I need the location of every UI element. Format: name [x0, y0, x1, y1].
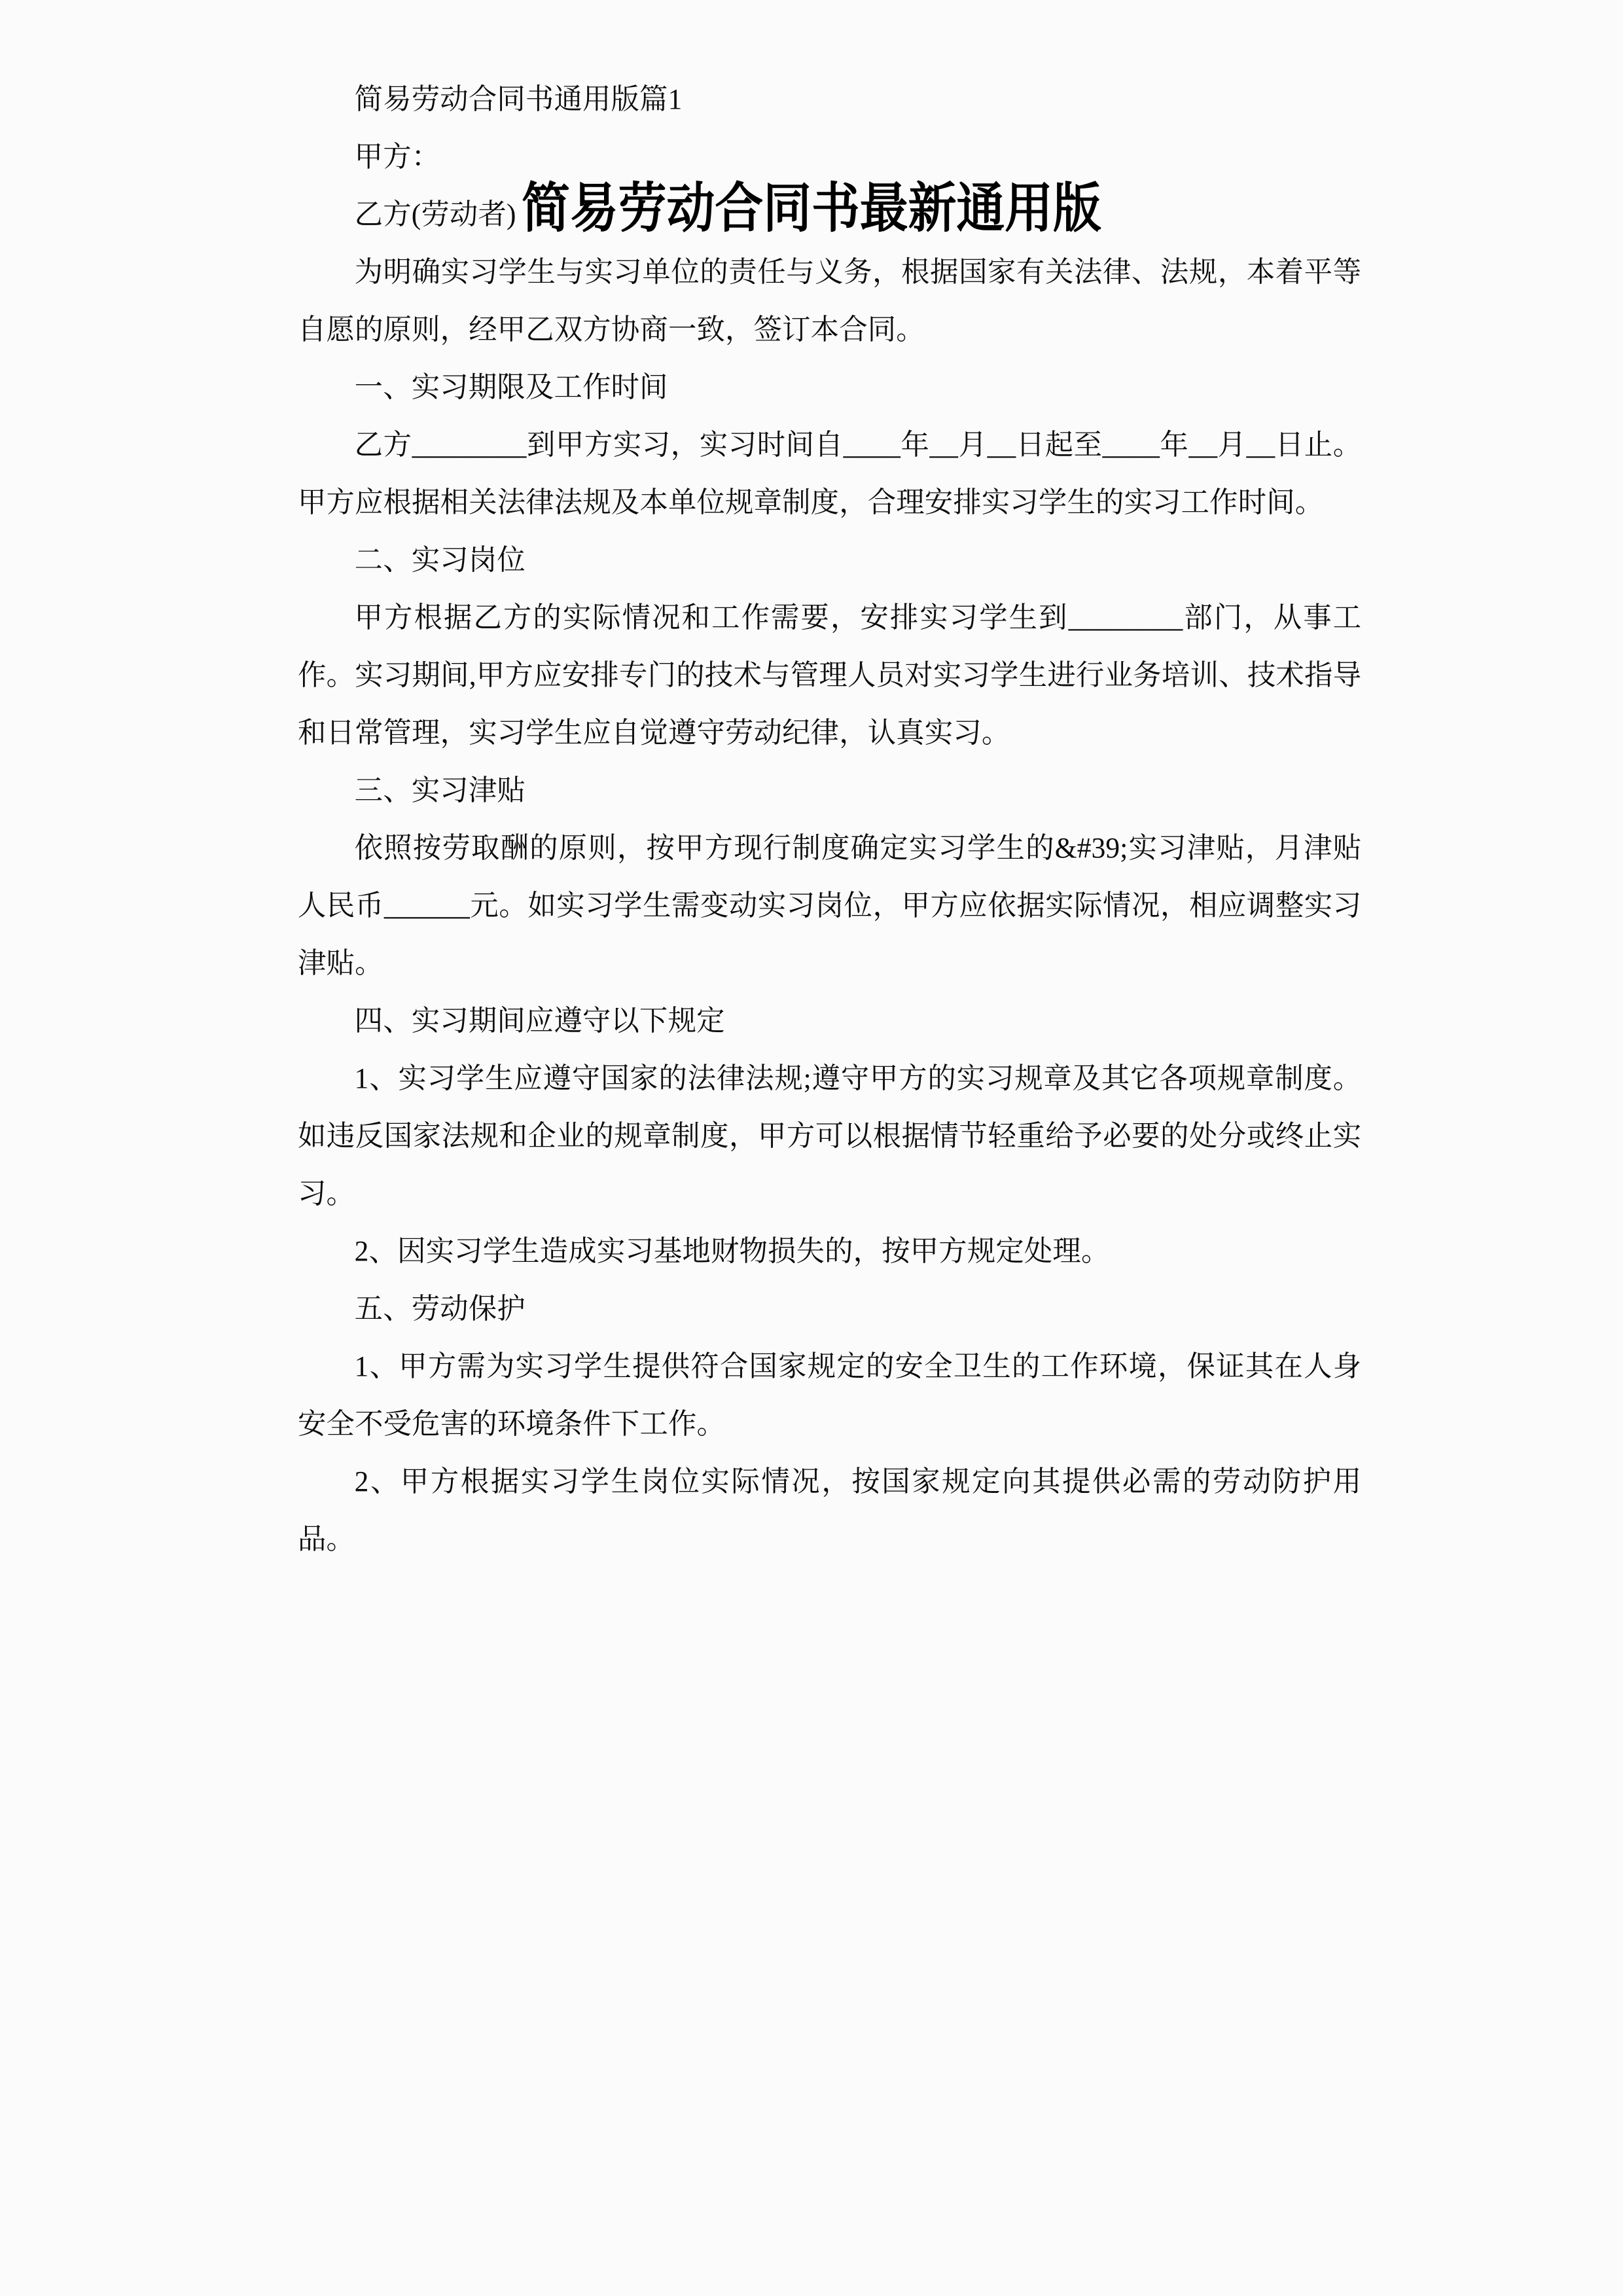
- paragraph-party-b: 乙方(劳动者): [354, 198, 516, 230]
- page-title: 简易劳动合同书最新通用版: [522, 177, 1101, 240]
- section-3-body: 依照按劳取酬的原则，按甲方现行制度确定实习学生的&#39;实习津贴，月津贴人民币______元。如实习学生需变动实习岗位，甲方应依据实际情况，相应调整实习津贴。: [298, 832, 1362, 979]
- section-3-heading: 三、实习津贴: [354, 774, 526, 806]
- paragraph-heading-piece: 简易劳动合同书通用版篇1: [354, 83, 683, 115]
- section-2-body: 甲方根据乙方的实际情况和工作需要，安排实习学生到________部门，从事工作。实习期间,甲方应安排专门的技术与管理人员对实习学生进行业务培训、技术指导和日常管理，实习学生应自觉遵守劳动纪律，认真实习。: [298, 601, 1362, 749]
- section-5-item-1: 1、甲方需为实习学生提供符合国家规定的安全卫生的工作环境，保证其在人身安全不受危害的环境条件下工作。: [298, 1350, 1362, 1440]
- section-2-heading: 二、实习岗位: [354, 544, 526, 576]
- paragraph-party-a: 甲方：: [354, 141, 440, 173]
- paragraph-preamble: 为明确实习学生与实习单位的责任与义务，根据国家有关法律、法规，本着平等自愿的原则，经甲乙双方协商一致，签订本合同。: [298, 256, 1362, 346]
- section-4-heading: 四、实习期间应遵守以下规定: [354, 1005, 725, 1037]
- section-4-item-1: 1、实习学生应遵守国家的法律法规;遵守甲方的实习规章及其它各项规章制度。如违反国家法规和企业的规章制度，甲方可以根据情节轻重给予必要的处分或终止实习。: [298, 1062, 1362, 1210]
- section-1-heading: 一、实习期限及工作时间: [354, 371, 668, 403]
- section-5-heading: 五、劳动保护: [354, 1293, 526, 1325]
- section-4-item-2: 2、因实习学生造成实习基地财物损失的，按甲方规定处理。: [354, 1235, 1110, 1267]
- document-body: [298, 0, 1378, 1568]
- document-paragraphs: [298, 71, 1378, 1568]
- section-5-item-2: 2、甲方根据实习学生岗位实际情况，按国家规定向其提供必需的劳动防护用品。: [298, 1465, 1362, 1555]
- section-1-body: 乙方________到甲方实习，实习时间自____年__月__日起至____年__月__日止。甲方应根据相关法律法规及本单位规章制度，合理安排实习学生的实习工作时间。: [298, 429, 1362, 518]
